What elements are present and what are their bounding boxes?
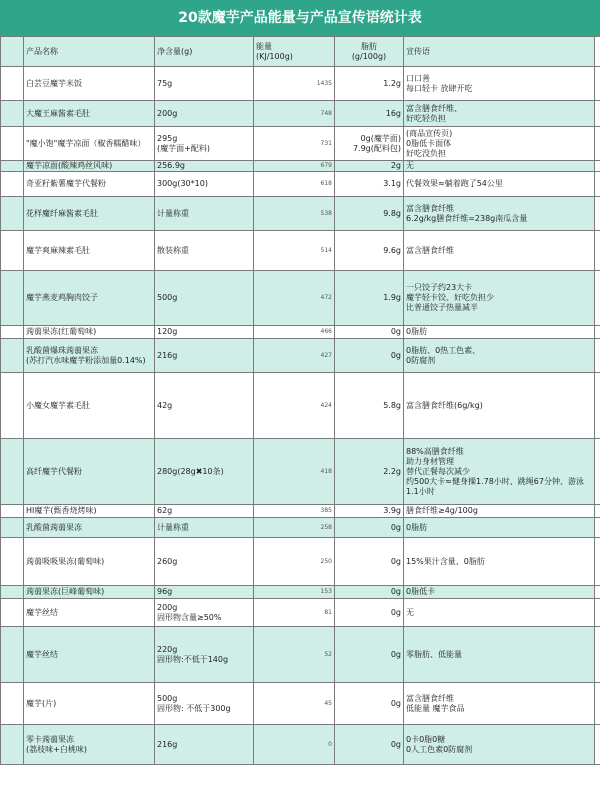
header-slogan: 宣传语 — [404, 37, 595, 67]
product-name: 奇亚籽紫薯魔芋代餐粉 — [24, 172, 155, 197]
slogan-text: 15%果汁含量、0脂肪 — [404, 538, 595, 586]
energy-value: 618 — [254, 172, 335, 197]
header-energy: 能量 (KJ/100g) — [254, 37, 335, 67]
slogan-text: 0脂肪、0热工色素、 0防腐剂 — [404, 339, 595, 373]
row-gutter — [1, 339, 24, 373]
table-row — [1, 373, 600, 439]
table-row — [1, 683, 600, 725]
row-edge — [595, 67, 600, 101]
product-name: 魔芋凉面(酸辣鸡丝风味) — [24, 161, 155, 172]
header-fat: 脂肪 (g/100g) — [335, 37, 404, 67]
energy-value: 472 — [254, 271, 335, 326]
net-weight: 295g (魔芋面+配料) — [155, 127, 254, 161]
product-name: 蒟蒻果冻(红葡萄味) — [24, 326, 155, 339]
row-gutter — [1, 271, 24, 326]
row-gutter — [1, 518, 24, 538]
row-edge — [595, 339, 600, 373]
product-name: "魔小饱"魔芋凉面（椒香糯醋味） — [24, 127, 155, 161]
energy-value: 679 — [254, 161, 335, 172]
energy-value: 153 — [254, 586, 335, 599]
row-gutter — [1, 586, 24, 599]
fat-value: 0g — [335, 725, 404, 765]
product-table — [0, 36, 600, 765]
fat-value: 0g — [335, 518, 404, 538]
net-weight: 280g(28g✖10条) — [155, 439, 254, 505]
net-weight: 216g — [155, 725, 254, 765]
energy-value: 748 — [254, 101, 335, 127]
fat-value: 0g(魔芋面) 7.9g(配料包) — [335, 127, 404, 161]
row-gutter — [1, 538, 24, 586]
net-weight: 500g 固形物: 不低于300g — [155, 683, 254, 725]
row-edge — [595, 231, 600, 271]
row-gutter — [1, 326, 24, 339]
table-row — [1, 67, 600, 101]
table-row — [1, 439, 600, 505]
energy-value: 514 — [254, 231, 335, 271]
row-edge — [595, 326, 600, 339]
table-row — [1, 627, 600, 683]
fat-value: 0g — [335, 538, 404, 586]
product-name: 魔芋丝结 — [24, 627, 155, 683]
slogan-text: 0脂肪 — [404, 518, 595, 538]
net-weight: 散装称重 — [155, 231, 254, 271]
fat-value: 0g — [335, 339, 404, 373]
slogan-text: 富含膳食纤维、 好吃轻负担 — [404, 101, 595, 127]
energy-value: 258 — [254, 518, 335, 538]
energy-value: 418 — [254, 439, 335, 505]
net-weight: 200g 固形物含量≥50% — [155, 599, 254, 627]
fat-value: 2g — [335, 161, 404, 172]
fat-value: 5.8g — [335, 373, 404, 439]
table-row — [1, 271, 600, 326]
slogan-text: 零脂肪、低能量 — [404, 627, 595, 683]
row-gutter — [1, 127, 24, 161]
header-name: 产品名称 — [24, 37, 155, 67]
fat-value: 0g — [335, 683, 404, 725]
slogan-text: 无 — [404, 161, 595, 172]
slogan-text: 无 — [404, 599, 595, 627]
slogan-text: 富含膳食纤维 低能量 魔芋食品 — [404, 683, 595, 725]
slogan-text: 膳食纤维≥4g/100g — [404, 505, 595, 518]
table-row — [1, 197, 600, 231]
net-weight: 500g — [155, 271, 254, 326]
row-gutter — [1, 599, 24, 627]
energy-value: 385 — [254, 505, 335, 518]
slogan-text: 88%高膳食纤维 助力身材管理 替代正餐每次减少 约500大卡≈健身操1.78小时、跳绳67分钟、游泳1.1小时 — [404, 439, 595, 505]
row-edge — [595, 101, 600, 127]
row-gutter — [1, 627, 24, 683]
row-edge — [595, 725, 600, 765]
table-row — [1, 101, 600, 127]
product-name: 白芸豆魔芋米饭 — [24, 67, 155, 101]
table-row — [1, 161, 600, 172]
fat-value: 0g — [335, 599, 404, 627]
row-gutter — [1, 161, 24, 172]
net-weight: 75g — [155, 67, 254, 101]
fat-value: 3.9g — [335, 505, 404, 518]
slogan-text: 0脂肪 — [404, 326, 595, 339]
row-gutter — [1, 439, 24, 505]
fat-value: 16g — [335, 101, 404, 127]
net-weight: 96g — [155, 586, 254, 599]
slogan-text: 富含膳食纤维 — [404, 231, 595, 271]
table-row — [1, 339, 600, 373]
row-gutter — [1, 172, 24, 197]
product-name: 高纤魔芋代餐粉 — [24, 439, 155, 505]
product-name: 蒟蒻果冻(巨峰葡萄味) — [24, 586, 155, 599]
row-gutter — [1, 231, 24, 271]
net-weight: 计量称重 — [155, 518, 254, 538]
net-weight: 220g 固形物:不低于140g — [155, 627, 254, 683]
row-edge — [595, 271, 600, 326]
row-edge — [595, 505, 600, 518]
row-edge — [595, 161, 600, 172]
energy-value: 538 — [254, 197, 335, 231]
header-net-weight: 净含量(g) — [155, 37, 254, 67]
product-name: 魔芋燕麦鸡胸肉饺子 — [24, 271, 155, 326]
product-name: HI魔芋(甄香烧烤味) — [24, 505, 155, 518]
row-gutter — [1, 101, 24, 127]
table-row — [1, 231, 600, 271]
energy-value: 424 — [254, 373, 335, 439]
fat-value: 9.8g — [335, 197, 404, 231]
fat-value: 0g — [335, 586, 404, 599]
row-edge — [595, 172, 600, 197]
table-row — [1, 725, 600, 765]
energy-value: 250 — [254, 538, 335, 586]
slogan-text: 0脂低卡 — [404, 586, 595, 599]
fat-value: 2.2g — [335, 439, 404, 505]
slogan-text: 代餐效果≈躺着跑了54公里 — [404, 172, 595, 197]
product-name: 魔芋(片) — [24, 683, 155, 725]
energy-value: 81 — [254, 599, 335, 627]
row-gutter — [1, 725, 24, 765]
net-weight: 42g — [155, 373, 254, 439]
energy-value: 466 — [254, 326, 335, 339]
net-weight: 300g(30*10) — [155, 172, 254, 197]
row-edge — [595, 373, 600, 439]
net-weight: 260g — [155, 538, 254, 586]
energy-value: 45 — [254, 683, 335, 725]
slogan-text: (商品宣传页) 0脂低卡面体 好吃没负担 — [404, 127, 595, 161]
product-name: 乳酸菌爆珠蒟蒻果冻 (苏打汽水味魔芋粉添加量0.14%) — [24, 339, 155, 373]
energy-value: 52 — [254, 627, 335, 683]
net-weight: 216g — [155, 339, 254, 373]
table-row — [1, 586, 600, 599]
product-name: 花样魔纤麻酱素毛肚 — [24, 197, 155, 231]
row-gutter — [1, 505, 24, 518]
net-weight: 计量称重 — [155, 197, 254, 231]
slogan-text: 一只饺子约23大卡 魔芋轻卡饺、好吃负担少 比普通饺子热量减半 — [404, 271, 595, 326]
net-weight: 120g — [155, 326, 254, 339]
row-edge — [595, 683, 600, 725]
net-weight: 256.9g — [155, 161, 254, 172]
table-row — [1, 599, 600, 627]
row-edge — [595, 627, 600, 683]
table-row — [1, 505, 600, 518]
row-edge — [595, 586, 600, 599]
slogan-text: 富含膳食纤维 6.2g/kg膳食纤维=238g南瓜含量 — [404, 197, 595, 231]
table-row — [1, 326, 600, 339]
product-name: 魔芋爽麻辣素毛肚 — [24, 231, 155, 271]
table-row — [1, 518, 600, 538]
sheet-title: 20款魔芋产品能量与产品宣传语统计表 — [0, 0, 600, 36]
slogan-text: 富含膳食纤维(6g/kg) — [404, 373, 595, 439]
net-weight: 200g — [155, 101, 254, 127]
row-edge — [595, 37, 600, 67]
row-edge — [595, 439, 600, 505]
header-row — [1, 37, 600, 67]
fat-value: 9.6g — [335, 231, 404, 271]
row-edge — [595, 127, 600, 161]
fat-value: 0g — [335, 326, 404, 339]
slogan-text: 口口善 每口轻卡 放肆开吃 — [404, 67, 595, 101]
product-name: 小魔女魔芋素毛肚 — [24, 373, 155, 439]
energy-value: 0 — [254, 725, 335, 765]
table-row — [1, 172, 600, 197]
row-gutter — [1, 197, 24, 231]
energy-value: 427 — [254, 339, 335, 373]
row-edge — [595, 599, 600, 627]
table-row — [1, 538, 600, 586]
row-gutter — [1, 37, 24, 67]
row-edge — [595, 518, 600, 538]
row-gutter — [1, 373, 24, 439]
slogan-text: 0卡0脂0糖 0人工色素0防腐剂 — [404, 725, 595, 765]
row-edge — [595, 197, 600, 231]
row-edge — [595, 538, 600, 586]
fat-value: 1.9g — [335, 271, 404, 326]
product-name: 魔芋丝结 — [24, 599, 155, 627]
row-gutter — [1, 67, 24, 101]
product-name: 乳酸菌蒟蒻果冻 — [24, 518, 155, 538]
table-row — [1, 127, 600, 161]
product-name: 蒟蒻吸吸果冻(葡萄味) — [24, 538, 155, 586]
fat-value: 1.2g — [335, 67, 404, 101]
energy-value: 1435 — [254, 67, 335, 101]
fat-value: 0g — [335, 627, 404, 683]
energy-value: 731 — [254, 127, 335, 161]
net-weight: 62g — [155, 505, 254, 518]
row-gutter — [1, 683, 24, 725]
product-name: 大魔王麻酱素毛肚 — [24, 101, 155, 127]
product-name: 零卡蒟蒻果冻 (荔枝味+白桃味) — [24, 725, 155, 765]
fat-value: 3.1g — [335, 172, 404, 197]
